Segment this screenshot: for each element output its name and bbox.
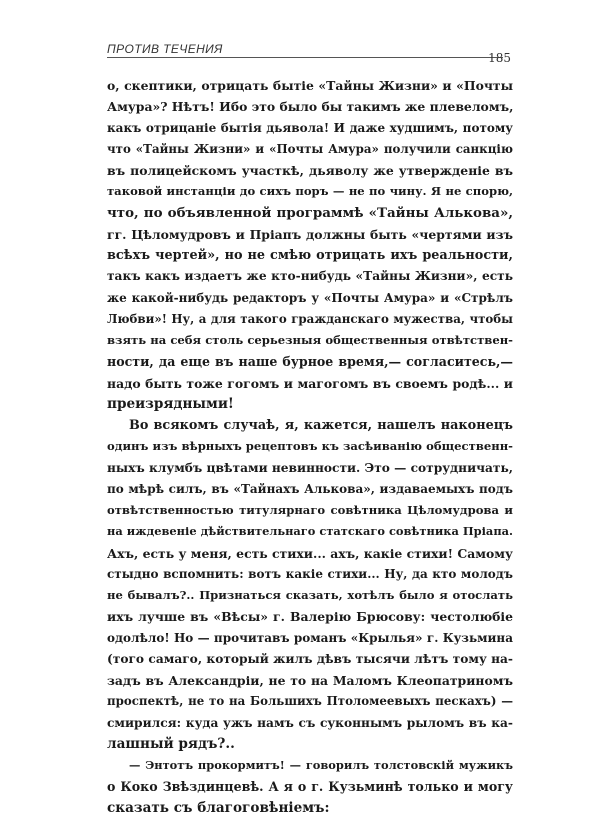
text-line: Во всякомъ случаѣ, я, кажется, нашелъ наконецъ [129,418,513,433]
running-head [107,42,511,66]
text-line: гг. Цѣломудровъ и Пріапъ должны быть «чертями изъ [107,226,513,242]
text-line: одолѣло! Но — прочитавъ романъ «Крылья» г. Кузьмина [107,630,513,645]
page-number: 185 [488,51,511,65]
text-line: что, по объявленной программѣ «Тайны Алькова», [107,204,513,221]
text-line: лашный рядъ?.. [107,735,235,752]
text-line: такъ какъ издаетъ же кто-нибудь «Тайны Жизни», есть [107,269,513,284]
text-line: таковой инстанціи до сихъ поръ — не по чину. Я не спорю, [107,184,513,199]
text-line: что «Тайны Жизни» и «Почты Амура» получили санкцію [107,141,513,156]
running-title: ПРОТИВ ТЕЧЕНИЯ [107,42,223,56]
text-line: (того самаго, который жилъ дѣвъ тысячи лѣтъ тому на- [107,651,513,666]
text-line: о Коко Звѣздинцевѣ. А я о г. Кузьминѣ только и могу [107,779,513,795]
text-line: какъ отрицаніе бытія дьявола! И даже худшимъ, потому [107,120,513,135]
text-line: не бывалъ?.. Признаться сказать, хотѣлъ было я отослать [107,588,513,602]
text-line: одинъ изъ вѣрныхъ рецептовъ къ засѣиванію общественн- [107,439,513,454]
text-line: по мѣрѣ силъ, въ «Тайнахъ Алькова», издаваемыхъ подъ [107,481,513,496]
text-line: въ полицейскомъ участкѣ, дьяволу же утвержденіе въ [107,163,513,178]
body-text [107,75,513,819]
header-rule [107,57,503,58]
text-line: же какой-нибудь редакторъ у «Почты Амура» и «Стрѣлъ [107,290,513,305]
text-line: взять на себя столь серьезныя общественныя отвѣтствен- [107,333,513,347]
text-line: надо быть тоже гогомъ и магогомъ въ своемъ родѣ... и [107,375,513,391]
text-line: о, скептики, отрицать бытіе «Тайны Жизни» и «Почты [107,78,513,93]
text-line: ности, да еще въ наше бурное время,— согласитесь,— [107,354,513,370]
text-line: стыдно вспомнить: вотъ какіе стихи... Ну, да кто молодъ [107,566,513,581]
text-line: смирился: куда ужъ намъ съ суконнымъ рыломъ въ ка- [107,715,513,730]
text-line: ныхъ клумбъ цвѣтами невинности. Это — сотрудничать, [107,460,513,475]
text-line: задъ въ Александріи, не то на Маломъ Клеопатриномъ [107,673,513,688]
text-line: — Энтотъ прокормитъ! — говорилъ толстовскій мужикъ [129,758,513,772]
text-line: ихъ лучше въ «Вѣсы» г. Валерію Брюсову: честолюбіе [107,609,513,625]
text-line: отвѣтственностью титулярнаго совѣтника Цѣломудрова и [107,503,513,517]
text-line: преизрядными! [107,395,234,412]
text-line: на иждевеніе дѣйствительнаго статскаго совѣтника Пріапа. [107,524,513,539]
text-line: проспектѣ, не то на Большихъ Птоломеевыхъ пескахъ) — [107,694,513,709]
text-line: сказать съ благоговѣніемъ: [107,799,330,816]
text-line: Ахъ, есть у меня, есть стихи... ахъ, какіе стихи! Самому [107,545,513,561]
text-line: Любви»! Ну, а для такого гражданскаго мужества, чтобы [107,311,513,326]
text-line: всѣхъ чертей», но не смѣю отрицать ихъ реальности, [107,248,513,263]
text-line: Амура»? Нѣтъ! Ибо это было бы такимъ же плевеломъ, [107,99,513,115]
